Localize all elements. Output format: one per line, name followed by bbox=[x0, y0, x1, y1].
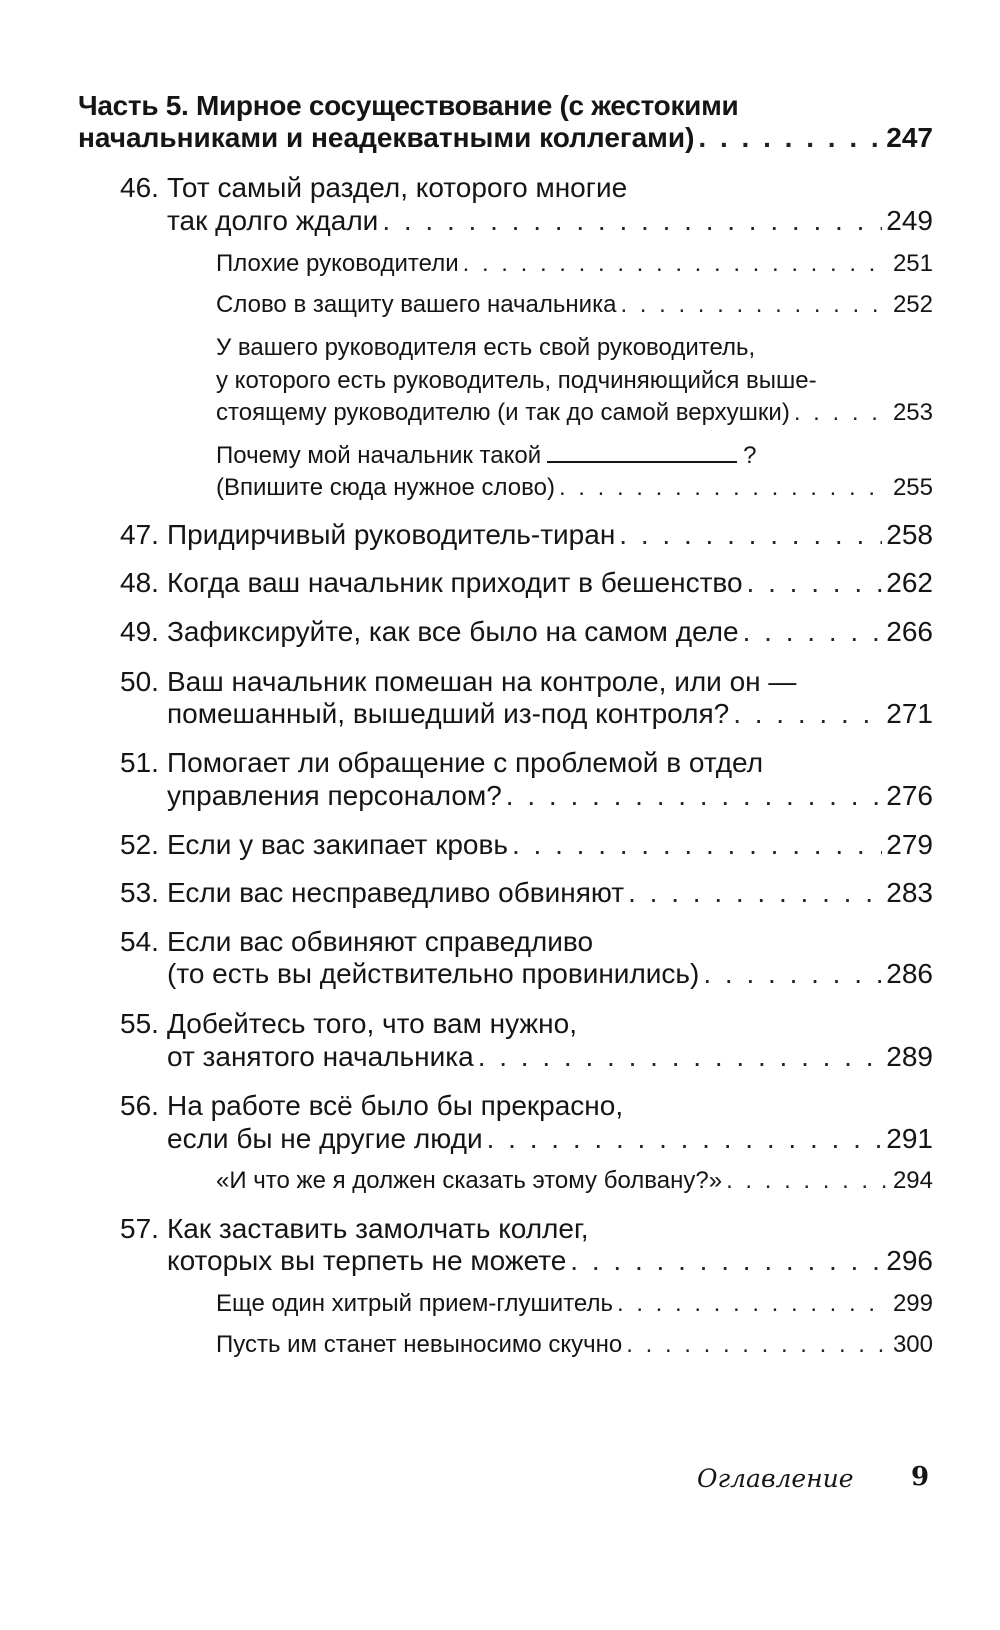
chapter-46-number: 46. bbox=[120, 172, 159, 203]
chapter-52-title: Если у вас закипает кровь bbox=[167, 829, 508, 860]
sub-entry-what-to-say bbox=[216, 1167, 933, 1195]
chapter-50-title-line2: помешанный, вышедший из-под контроля? bbox=[167, 698, 730, 729]
chapter-56-page: 291 bbox=[886, 1123, 933, 1154]
chapter-53-page: 283 bbox=[886, 877, 933, 908]
chapter-55-entry bbox=[167, 1041, 933, 1073]
part-heading-line1: Часть 5. Мирное сосуществование (с жестокими bbox=[78, 90, 739, 121]
sub-entry-fill-blank-text: Почему мой начальник такой bbox=[216, 442, 542, 469]
chapter-47-entry bbox=[167, 519, 933, 551]
chapter-49-number: 49. bbox=[120, 616, 159, 647]
chapter-56-title-line2: если бы не другие люди bbox=[167, 1123, 483, 1154]
chapter-46-title-line2: так долго ждали bbox=[167, 205, 379, 236]
chapter-52-entry bbox=[167, 829, 933, 861]
chapter-54-title-line1: Если вас обвиняют справедливо bbox=[167, 926, 594, 957]
chapter-50-entry bbox=[167, 698, 933, 730]
sub-entry-title: Плохие руководители bbox=[216, 250, 459, 277]
sub-entry-hierarchy bbox=[216, 399, 933, 427]
sub-entry-page: 253 bbox=[892, 399, 933, 426]
chapter-56-number: 56. bbox=[120, 1090, 159, 1121]
chapter-55-number: 55. bbox=[120, 1008, 159, 1039]
chapter-51-number: 51. bbox=[120, 747, 159, 778]
chapter-48-title: Когда ваш начальник приходит в бешенство bbox=[167, 567, 743, 598]
sub-entry-title: Слово в защиту вашего начальника bbox=[216, 291, 617, 318]
part-heading-line2: начальниками и неадекватными коллегами) bbox=[78, 122, 695, 153]
dot-leader bbox=[703, 958, 882, 990]
sub-entry-page: 294 bbox=[892, 1167, 933, 1194]
sub-entry-title: Еще один хитрый прием-глушитель bbox=[216, 1290, 613, 1317]
sub-entry-page: 251 bbox=[892, 250, 933, 277]
sub-entry-fill-blank-line1 bbox=[216, 442, 757, 470]
chapter-56-entry bbox=[167, 1123, 933, 1155]
dot-leader bbox=[726, 1167, 889, 1195]
chapter-46-entry bbox=[167, 205, 933, 237]
chapter-56-title-line1: На работе всё было бы прекрасно, bbox=[167, 1090, 624, 1121]
dot-leader bbox=[733, 698, 882, 730]
dot-leader bbox=[628, 877, 882, 909]
chapter-53-entry bbox=[167, 877, 933, 909]
dot-leader bbox=[626, 1331, 889, 1359]
chapter-50-title-line1: Ваш начальник помешан на контроле, или он — bbox=[167, 666, 797, 697]
sub-entry-page: 252 bbox=[892, 291, 933, 318]
chapter-50-page: 271 bbox=[886, 698, 933, 729]
chapter-53-title: Если вас несправедливо обвиняют bbox=[167, 877, 625, 908]
dot-leader bbox=[617, 1290, 889, 1318]
chapter-55-title-line1: Добейтесь того, что вам нужно, bbox=[167, 1008, 577, 1039]
fill-in-blank-line bbox=[547, 460, 737, 463]
chapter-57-page: 296 bbox=[886, 1245, 933, 1276]
sub-entry-bad-managers bbox=[216, 250, 933, 278]
dot-leader bbox=[698, 122, 882, 154]
chapter-54-title-line2: (то есть вы действительно провинились) bbox=[167, 958, 700, 989]
chapter-46-title-line1: Тот самый раздел, которого многие bbox=[167, 172, 628, 203]
chapter-51-title-line1: Помогает ли обращение с проблемой в отдел bbox=[167, 747, 764, 778]
sub-entry-page: 299 bbox=[892, 1290, 933, 1317]
dot-leader bbox=[382, 205, 882, 237]
chapter-51-title-line2: управления персоналом? bbox=[167, 780, 502, 811]
chapter-46-page: 249 bbox=[886, 205, 933, 236]
dot-leader bbox=[794, 399, 889, 427]
dot-leader bbox=[619, 519, 882, 551]
chapter-54-entry bbox=[167, 958, 933, 990]
dot-leader bbox=[506, 780, 883, 812]
chapter-49-page: 266 bbox=[886, 616, 933, 647]
page-number: 9 bbox=[911, 1462, 930, 1492]
chapter-51-entry bbox=[167, 780, 933, 812]
running-footer-title: Оглавление bbox=[697, 1464, 854, 1493]
sub-entry-page: 255 bbox=[892, 474, 933, 501]
dot-leader bbox=[620, 291, 889, 319]
chapter-54-number: 54. bbox=[120, 926, 159, 957]
dot-leader bbox=[463, 250, 889, 278]
chapter-47-page: 258 bbox=[886, 519, 933, 550]
dot-leader bbox=[747, 567, 883, 599]
sub-entry-hierarchy-line3: стоящему руководителю (и так до самой верхушки) bbox=[216, 399, 790, 426]
sub-entry-fill-blank bbox=[216, 474, 933, 502]
chapter-55-title-line2: от занятого начальника bbox=[167, 1041, 474, 1072]
dot-leader bbox=[559, 474, 889, 502]
sub-entry-hierarchy-line1: У вашего руководителя есть свой руководитель, bbox=[216, 334, 756, 361]
chapter-57-title-line1: Как заставить замолчать коллег, bbox=[167, 1213, 589, 1244]
dot-leader bbox=[570, 1245, 882, 1277]
chapter-49-title: Зафиксируйте, как все было на самом деле bbox=[167, 616, 739, 647]
dot-leader bbox=[478, 1041, 883, 1073]
chapter-49-entry bbox=[167, 616, 933, 648]
part-page-number: 247 bbox=[886, 122, 933, 153]
chapter-47-number: 47. bbox=[120, 519, 159, 550]
chapter-57-title-line2: которых вы терпеть не можете bbox=[167, 1245, 567, 1276]
question-mark: ? bbox=[743, 442, 757, 469]
sub-entry-fill-blank-line2: (Впишите сюда нужное слово) bbox=[216, 474, 555, 501]
chapter-50-number: 50. bbox=[120, 666, 159, 697]
chapter-57-number: 57. bbox=[120, 1213, 159, 1244]
dot-leader bbox=[487, 1123, 883, 1155]
chapter-52-number: 52. bbox=[120, 829, 159, 860]
chapter-47-title: Придирчивый руководитель-тиран bbox=[167, 519, 616, 550]
chapter-48-entry bbox=[167, 567, 933, 599]
chapter-52-page: 279 bbox=[886, 829, 933, 860]
sub-entry-boring bbox=[216, 1331, 933, 1359]
chapter-53-number: 53. bbox=[120, 877, 159, 908]
sub-entry-page: 300 bbox=[892, 1331, 933, 1358]
dot-leader bbox=[743, 616, 883, 648]
chapter-48-number: 48. bbox=[120, 567, 159, 598]
sub-entry-defense bbox=[216, 291, 933, 319]
sub-entry-hierarchy-line2: у которого есть руководитель, подчиняющийся выше- bbox=[216, 367, 817, 394]
chapter-51-page: 276 bbox=[886, 780, 933, 811]
sub-entry-title: «И что же я должен сказать этому болвану?» bbox=[216, 1167, 723, 1194]
chapter-54-page: 286 bbox=[886, 958, 933, 989]
chapter-55-page: 289 bbox=[886, 1041, 933, 1072]
sub-entry-silencer bbox=[216, 1290, 933, 1318]
chapter-48-page: 262 bbox=[886, 567, 933, 598]
sub-entry-title: Пусть им станет невыносимо скучно bbox=[216, 1331, 623, 1358]
part-heading-entry bbox=[78, 122, 933, 154]
chapter-57-entry bbox=[167, 1245, 933, 1277]
dot-leader bbox=[512, 829, 882, 861]
